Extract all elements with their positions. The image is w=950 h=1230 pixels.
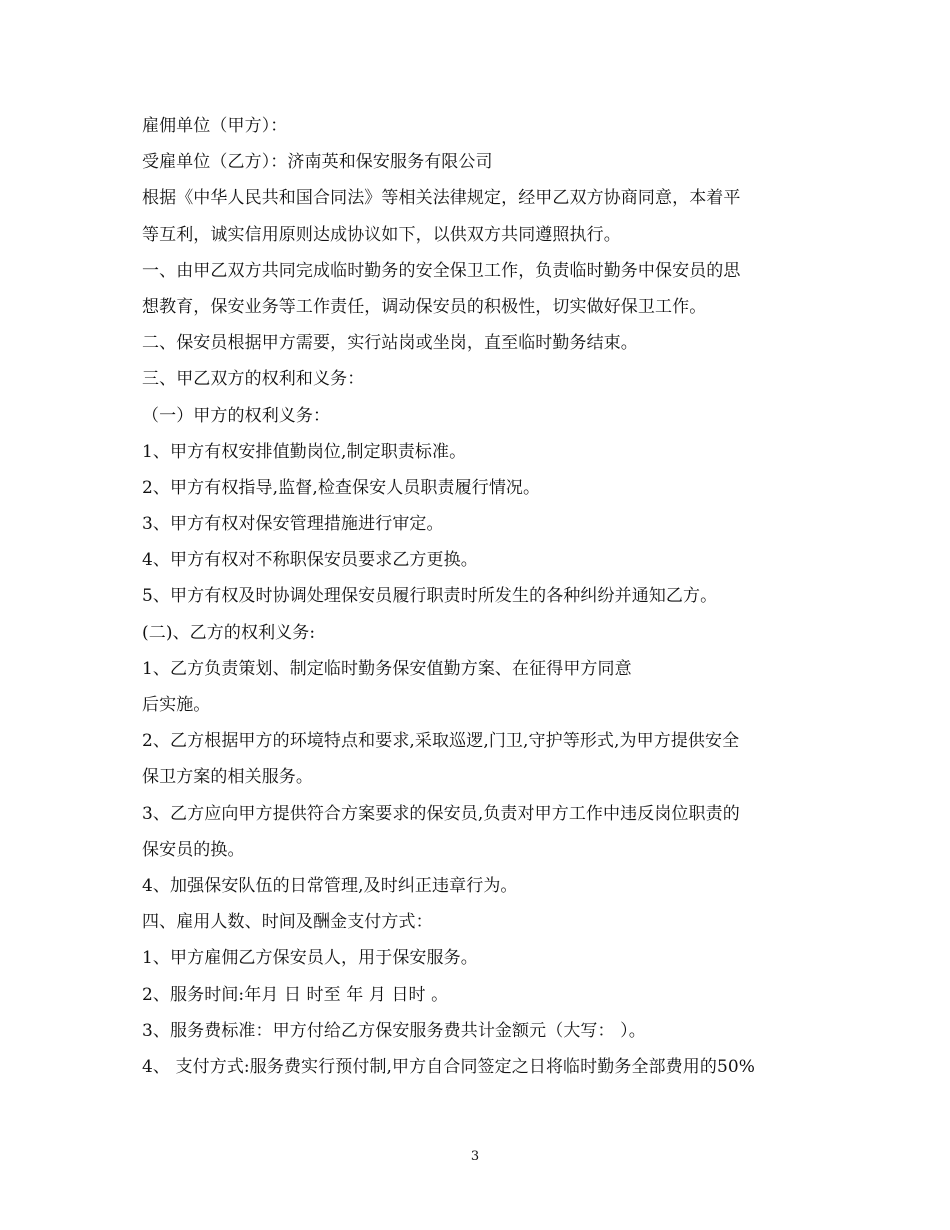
preamble-line-1: 根据《中华人民共和国合同法》等相关法律规定，经甲乙双方协商同意，本着平 [142,188,741,209]
clause-1-line-2: 想教育，保安业务等工作责任，调动保安员的积极性，切实做好保卫工作。 [142,296,707,317]
clause-4-item-4: 4、 支付方式:服务费实行预付制,甲方自合同签定之日将临时勤务全部费用的50% [142,1056,756,1077]
clause-2-line: 二、保安员根据甲方需要，实行站岗或坐岗，直至临时勤务结束。 [142,333,638,354]
clause-3-heading: 三、甲乙双方的权利和义务： [142,369,365,390]
clause-1-line-1: 一、由甲乙双方共同完成临时勤务的安全保卫工作，负责临时勤务中保安员的思 [142,260,741,281]
document-body [142,117,822,1094]
clause-4-item-1: 1、甲方雇佣乙方保安员人，用于保安服务。 [142,948,478,969]
party-b-right-2-line-1: 2、乙方根据甲方的环境特点和要求,采取巡逻,门卫,守护等形式,为甲方提供安全 [142,731,740,752]
party-a-right-2: 2、甲方有权指导,监督,检查保安人员职责履行情况。 [142,477,541,498]
party-b-line: 受雇单位（乙方）：济南英和保安服务有限公司 [142,152,493,173]
preamble-line-2: 等互利，诚实信用原则达成协议如下，以供双方共同遵照执行。 [142,224,621,245]
page-number: 3 [470,1149,480,1164]
clause-4-item-3: 3、服务费标准：甲方付给乙方保安服务费共计金额元（大写： ）。 [142,1020,646,1041]
party-a-right-4: 4、甲方有权对不称职保安员要求乙方更换。 [142,550,478,571]
party-b-right-4: 4、加强保安队伍的日常管理,及时纠正违章行为。 [142,875,518,896]
party-a-right-1: 1、甲方有权安排值勤岗位,制定职责标准。 [142,441,467,462]
party-b-right-1-line-1: 1、乙方负责策划、制定临时勤务保安值勤方案、在征得甲方同意 [142,658,632,679]
party-a-rights-heading: （一）甲方的权利义务： [142,405,331,426]
party-b-rights-heading: (二)、乙方的权利义务: [142,622,316,643]
party-a-right-3: 3、甲方有权对保安管理措施进行审定。 [142,514,444,535]
party-a-line: 雇佣单位（甲方）： [142,116,288,136]
party-b-right-3-line-2: 保安员的换。 [142,839,245,860]
party-a-right-5: 5、甲方有权及时协调处理保安员履行职责时所发生的各种纠纷并通知乙方。 [142,586,718,607]
party-b-right-2-line-2: 保卫方案的相关服务。 [142,767,313,788]
party-b-right-3-line-1: 3、乙方应向甲方提供符合方案要求的保安员,负责对甲方工作中违反岗位职责的 [142,803,740,824]
clause-4-item-2: 2、服务时间:年月 日 时至 年 月 日时 。 [142,984,449,1005]
party-b-right-1-line-2: 后实施。 [142,695,211,715]
clause-4-heading: 四、雇用人数、时间及酬金支付方式： [142,912,433,933]
